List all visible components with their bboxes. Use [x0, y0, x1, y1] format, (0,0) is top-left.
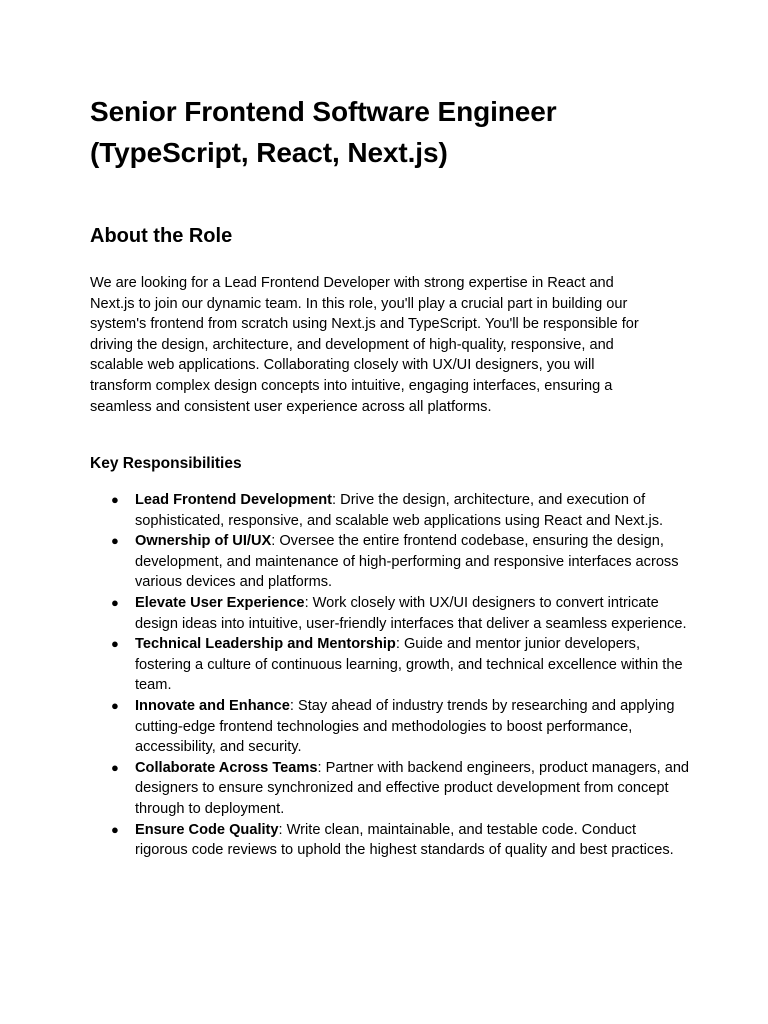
bullet-icon: ●: [111, 636, 119, 652]
responsibilities-list: [90, 490, 690, 861]
responsibility-text: : Stay ahead of industry trends by researching and applying cutting-edge frontend technologies and methodologies to boost performance, accessibility, and security.: [135, 697, 675, 756]
responsibility-title: Ownership of UI/UX: [135, 533, 272, 550]
responsibility-title: Lead Frontend Development: [135, 492, 333, 508]
responsibility-text: : Drive the design, architecture, and execution of sophisticated, responsive, and scalable web applications using React and Next.js.: [135, 492, 664, 529]
responsibility-text: : Write clean, maintainable, and testable code. Conduct rigorous code reviews to uphold the highest standards of quality and best practices.: [135, 821, 674, 859]
list-item: [90, 820, 690, 861]
page-title: Senior Frontend Software Engineer (TypeScript, React, Next.js): [90, 96, 557, 168]
responsibility-title: Ensure Code Quality: [135, 821, 279, 838]
list-item: [90, 531, 690, 593]
bullet-icon: ●: [111, 492, 119, 507]
about-heading: About the Role: [90, 225, 233, 247]
responsibility-text: : Work closely with UX/UI designers to convert intricate design ideas into intuitive, user-friendly interfaces that deliver a seamless experience.: [135, 594, 687, 632]
bullet-icon: ●: [111, 821, 119, 837]
bullet-icon: ●: [111, 697, 119, 713]
responsibility-text: : Oversee the entire frontend codebase, ensuring the design, development, and maintenance of high-performing and responsive interfaces across various devices and platforms.: [135, 533, 679, 591]
responsibility-title: Innovate and Enhance: [135, 697, 290, 714]
responsibilities-heading: Key Responsibilities: [90, 455, 242, 472]
list-item: [90, 634, 690, 696]
about-paragraph: We are looking for a Lead Frontend Developer with strong expertise in React and Next.js to join our dynamic team. In this role, you'll play a crucial part in building our system's frontend from scratch using Next.js and TypeScript. You'll be responsible for driving the design, architecture, and development of high-quality, responsive, and scalable web applications. Collaborating closely with UX/UI designers, you will transform complex design concepts into intuitive, engaging interfaces, ensuring a seamless and consistent user experience across all platforms.: [90, 275, 639, 415]
bullet-icon: ●: [111, 533, 119, 549]
responsibility-title: Elevate User Experience: [135, 594, 305, 611]
list-item: [90, 758, 690, 820]
responsibility-title: Collaborate Across Teams: [135, 759, 318, 776]
list-item: [90, 696, 690, 758]
responsibility-text: : Guide and mentor junior developers, fostering a culture of continuous learning, growth, and technical excellence within the team.: [135, 636, 683, 694]
list-item: [90, 490, 690, 531]
list-item: [90, 593, 690, 634]
responsibility-text: : Partner with backend engineers, product managers, and designers to ensure synchronized and effective product development from concept through to deployment.: [135, 759, 690, 817]
bullet-icon: ●: [111, 759, 119, 775]
bullet-icon: ●: [111, 594, 119, 610]
responsibility-title: Technical Leadership and Mentorship: [135, 636, 396, 653]
